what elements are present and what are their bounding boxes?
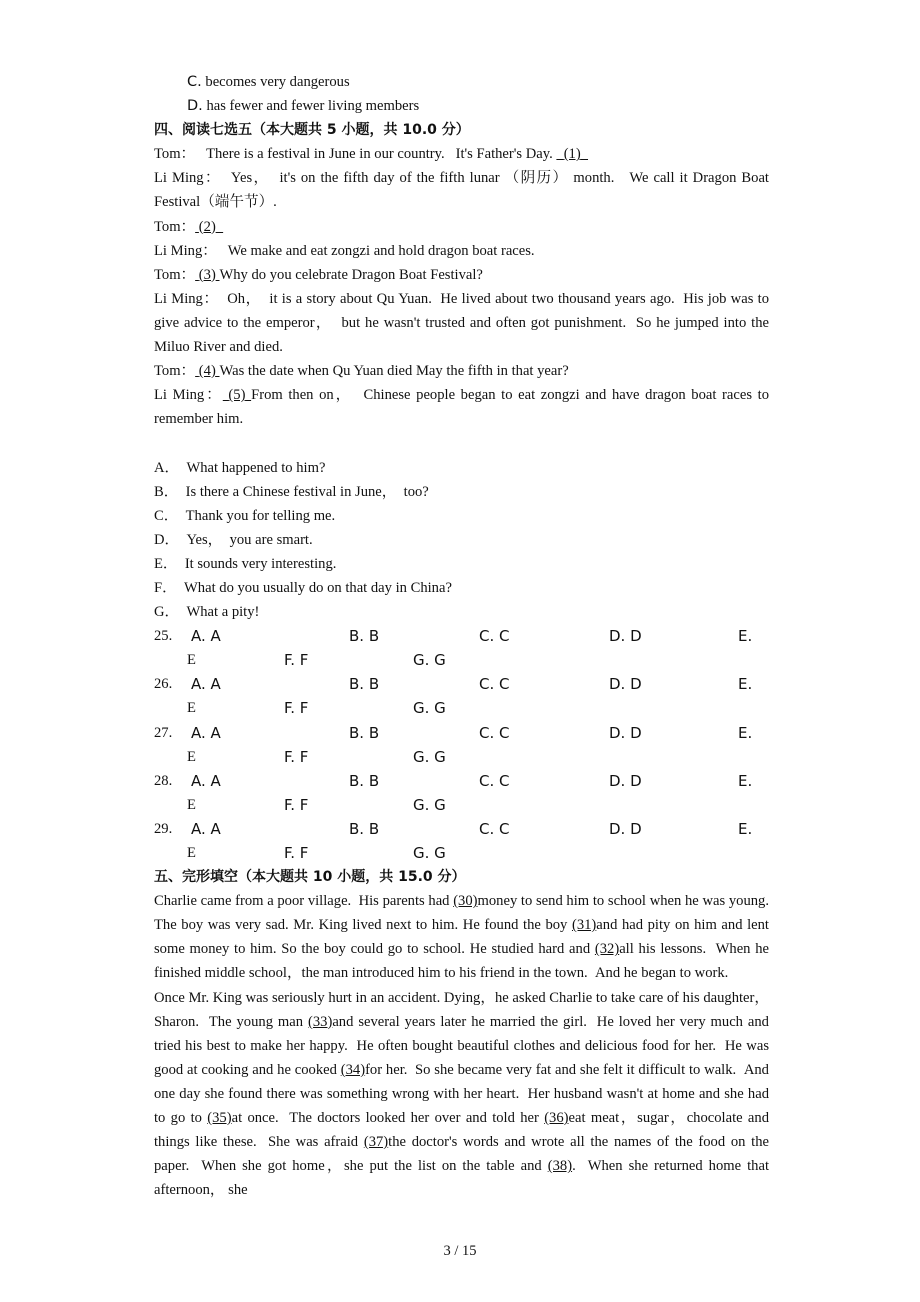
blank-31: (31) bbox=[571, 917, 597, 934]
blank-5: (5) bbox=[228, 387, 246, 404]
question-list bbox=[154, 624, 769, 865]
question-row-continued bbox=[154, 793, 769, 817]
option-f[interactable]: F. F bbox=[284, 844, 309, 862]
option-g[interactable]: G. G bbox=[413, 844, 446, 862]
dialogue-line: Tom： (3) Why do you celebrate Dragon Boat Festival? bbox=[154, 266, 483, 283]
blank-38: (38) bbox=[547, 1158, 573, 1175]
choice-a: A． What happened to him? bbox=[154, 459, 326, 476]
option-c[interactable]: C. C bbox=[479, 675, 510, 694]
question-row-continued bbox=[154, 841, 769, 865]
option-d[interactable]: D. D bbox=[609, 819, 642, 838]
option-d[interactable]: D. D bbox=[609, 627, 642, 646]
choice-g: G． What a pity! bbox=[154, 604, 260, 621]
blank-33: (33) bbox=[308, 1013, 333, 1030]
option-a[interactable]: A. A bbox=[191, 771, 221, 790]
choice-b: B． Is there a Chinese festival in June， too? bbox=[154, 483, 429, 500]
option-f[interactable]: F. F bbox=[284, 651, 309, 670]
section5-heading: 五、完形填空（本大题共 10 小题，共 15.0 分） bbox=[154, 869, 466, 886]
blank-35: (35) bbox=[207, 1110, 232, 1127]
option-c[interactable]: C. C bbox=[479, 723, 510, 742]
blank-37: (37) bbox=[363, 1134, 389, 1151]
choice-e: E． It sounds very interesting. bbox=[154, 555, 337, 572]
option-e-value[interactable]: E bbox=[187, 652, 196, 669]
question-row bbox=[154, 672, 769, 696]
prev-option-c: C. becomes very dangerous bbox=[187, 74, 350, 90]
option-g[interactable]: G. G bbox=[413, 699, 446, 718]
option-e-value[interactable]: E bbox=[187, 700, 196, 717]
question-row bbox=[154, 721, 769, 745]
option-a[interactable]: A. A bbox=[191, 675, 221, 694]
blank-3: (3) bbox=[198, 266, 216, 283]
option-f[interactable]: F. F bbox=[284, 699, 309, 718]
prev-option-d: D. has fewer and fewer living members bbox=[187, 98, 420, 115]
dialogue-line: Li Ming： (5) From then on， Chinese people began to eat zongzi and have dragon boat races to remember him. bbox=[154, 387, 770, 428]
question-number: 29. bbox=[154, 820, 173, 837]
option-c[interactable]: C. C bbox=[479, 771, 510, 790]
choice-d: D． Yes， you are smart. bbox=[154, 531, 313, 548]
question-row bbox=[154, 769, 769, 793]
dialogue-line: Tom： There is a festival in June in our country. It's Father's Day. (1) bbox=[154, 142, 769, 166]
option-e-value[interactable]: E bbox=[187, 748, 196, 765]
option-e[interactable]: E. bbox=[738, 819, 753, 838]
blank-1: (1) bbox=[563, 146, 581, 163]
blank-32: (32) bbox=[594, 941, 620, 958]
option-b[interactable]: B. B bbox=[349, 627, 380, 646]
option-g[interactable]: G. G bbox=[413, 747, 446, 766]
dialogue-line: Tom： (2) bbox=[154, 215, 769, 239]
blank-34: (34) bbox=[340, 1061, 366, 1078]
blank-4: (4) bbox=[198, 363, 216, 380]
option-a[interactable]: A. A bbox=[191, 723, 221, 742]
option-f[interactable]: F. F bbox=[284, 795, 309, 814]
option-b[interactable]: B. B bbox=[349, 723, 380, 742]
blank-2: (2) bbox=[198, 218, 216, 235]
option-d[interactable]: D. D bbox=[609, 771, 642, 790]
question-row bbox=[154, 817, 769, 841]
choice-f: F． What do you usually do on that day in China? bbox=[154, 579, 452, 596]
blank-30: (30) bbox=[453, 893, 478, 910]
question-number: 25. bbox=[154, 628, 173, 645]
option-f[interactable]: F. F bbox=[284, 747, 309, 766]
page-number: 3 / 15 bbox=[443, 1243, 477, 1259]
option-a[interactable]: A. A bbox=[191, 819, 221, 838]
option-c[interactable]: C. C bbox=[479, 627, 510, 646]
question-row-continued bbox=[154, 745, 769, 769]
question-number: 28. bbox=[154, 772, 173, 789]
option-g[interactable]: G. G bbox=[413, 795, 446, 814]
dialogue-line: Li Ming： Yes， it's on the fifth day of the fifth lunar （阴历） month. We call it Dragon Boat Festival（端午节）. bbox=[154, 170, 769, 211]
dialogue-line: Tom： (4) Was the date when Qu Yuan died May the fifth in that year? bbox=[154, 363, 569, 380]
cloze-paragraph-1: Charlie came from a poor village. His parents had (30)money to send him to school when he was young. The boy was very sad. Mr. King lived next to him. He found the boy (31)and had pity on him and lent some money to him. So the boy could go to school. He studied hard and (32)all his lessons. When he finished middle school，the man introduced him to his friend in the town. And he began to work. bbox=[154, 893, 770, 982]
question-row bbox=[154, 624, 769, 648]
option-e[interactable]: E. bbox=[738, 771, 753, 790]
option-e[interactable]: E. bbox=[738, 627, 753, 646]
option-g[interactable]: G. G bbox=[413, 651, 446, 670]
document-page bbox=[154, 70, 769, 1202]
question-row-continued bbox=[154, 648, 769, 672]
option-e-value[interactable]: E bbox=[187, 796, 196, 813]
option-e-value[interactable]: E bbox=[187, 845, 196, 861]
dialogue-line: Li Ming： Oh， it is a story about Qu Yuan. He lived about two thousand years ago. His job was to give advice to the emperor， but he wasn't trusted and often got punishment. So he jumped into the Miluo River and died. bbox=[154, 290, 769, 356]
option-e[interactable]: E. bbox=[738, 723, 753, 742]
option-a[interactable]: A. A bbox=[191, 627, 221, 646]
choice-c: C． Thank you for telling me. bbox=[154, 507, 336, 524]
option-b[interactable]: B. B bbox=[349, 819, 380, 838]
question-number: 27. bbox=[154, 724, 173, 741]
option-c[interactable]: C. C bbox=[479, 819, 510, 838]
option-b[interactable]: B. B bbox=[349, 771, 380, 790]
option-b[interactable]: B. B bbox=[349, 675, 380, 694]
blank-36: (36) bbox=[544, 1110, 569, 1127]
question-number: 26. bbox=[154, 676, 173, 693]
option-e[interactable]: E. bbox=[738, 675, 753, 694]
question-row-continued bbox=[154, 696, 769, 720]
dialogue-line: Li Ming： We make and eat zongzi and hold dragon boat races. bbox=[154, 242, 535, 259]
cloze-paragraph-2: Once Mr. King was seriously hurt in an accident. Dying，he asked Charlie to take care of his daughter，Sharon. The young man (33)and several years later he married the girl. He loved her very much and tried his best to make her happy. He often bought beautiful clothes and delicious food for her. He was good at cooking and he cooked (34)for her. So she became very fat and she felt it difficult to walk. And one day she found there was something wrong with her heart. Her husband wasn't at home and she had to go to (35)at once. The doctors looked her over and told her (36)eat meat，sugar，chocolate and things like these. She was afraid (37)the doctor's words and wrote all the names of the food on the paper. When she got home，she put the list on the table and (38). When she returned home that afternoon， she bbox=[154, 989, 770, 1199]
section4-heading: 四、阅读七选五（本大题共 5 小题，共 10.0 分） bbox=[154, 122, 470, 139]
option-d[interactable]: D. D bbox=[609, 723, 642, 742]
option-d[interactable]: D. D bbox=[609, 675, 642, 694]
